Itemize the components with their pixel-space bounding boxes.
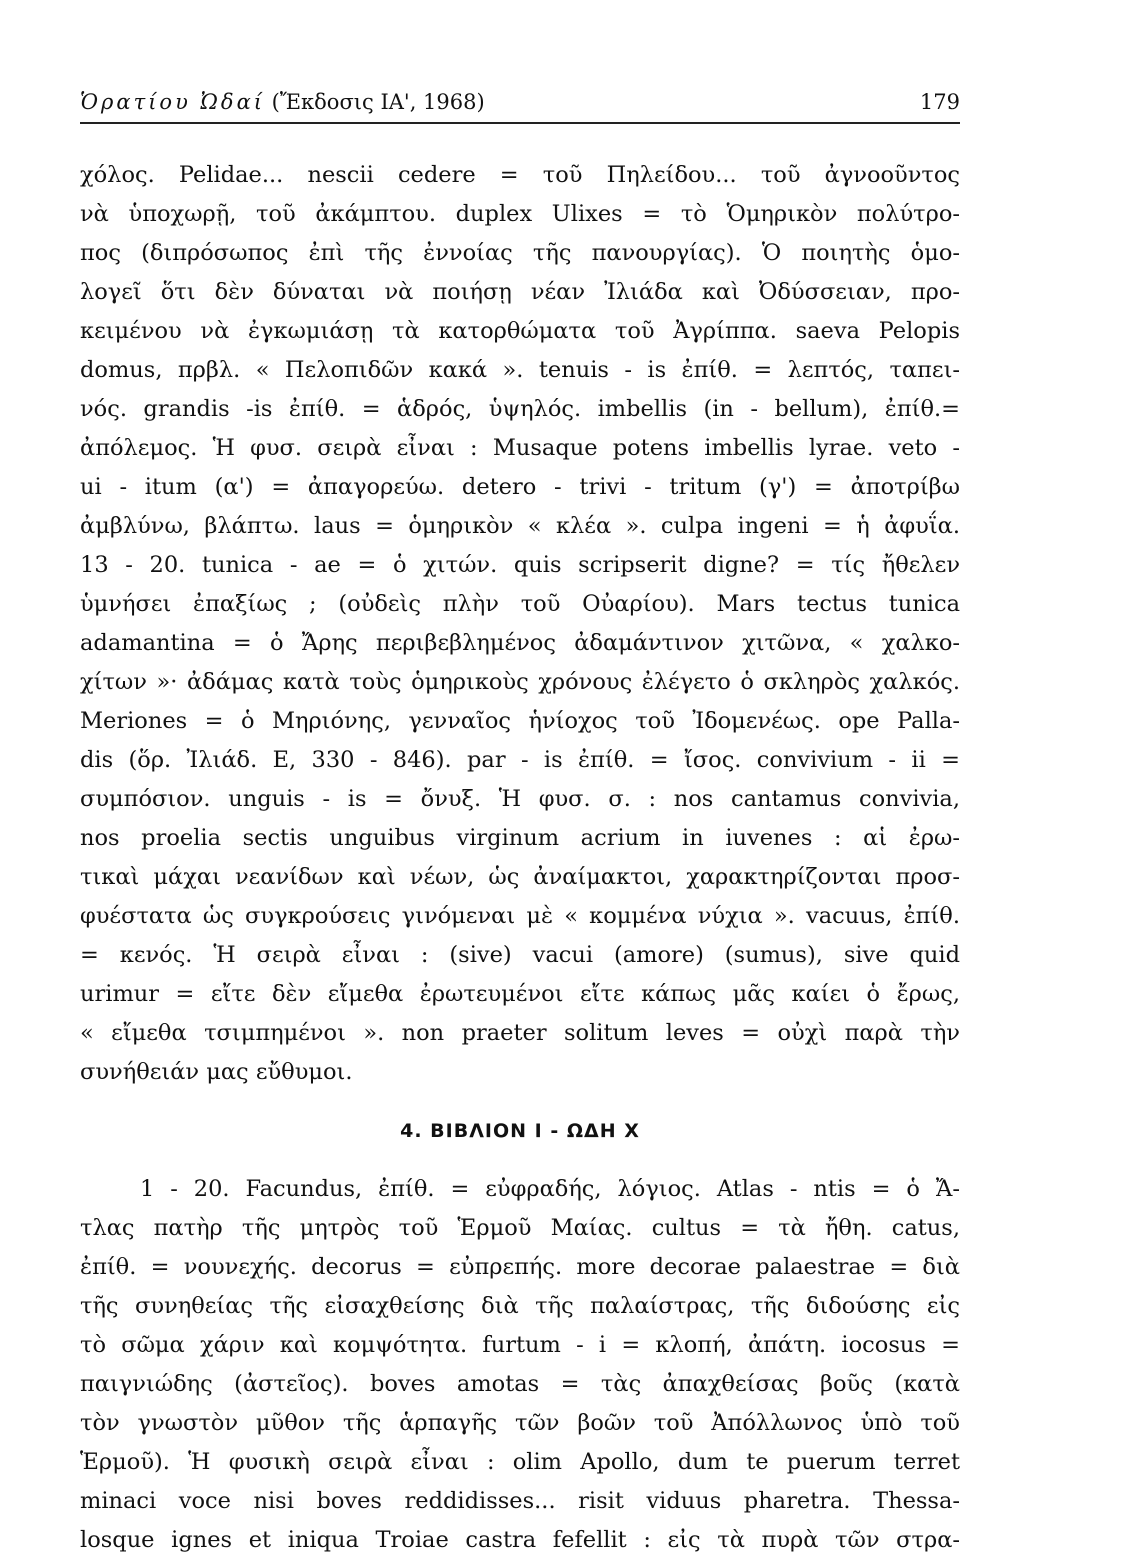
text-line: Meriones = ὁ Μηριόνης, γενναῖος ἡνίοχος τοῦ Ἰδομενέως. ope Palla- [80,708,960,734]
text-line: = κενός. Ἡ σειρὰ εἶναι : (sive) vacui (amore) (sumus), sive quid [80,942,960,968]
text-line: νός. grandis -is ἐπίθ. = ἁδρός, ὑψηλός. imbellis (in - bellum), ἐπίθ.= [80,396,960,422]
text-line: λογεῖ ὅτι δὲν δύναται νὰ ποιήσῃ νέαν Ἰλιάδα καὶ Ὀδύσσειαν, προ- [80,279,960,305]
commentary-section-1 [80,156,960,1092]
text-line: συνήθειάν μας εὔθυμοι. [80,1059,353,1085]
page-number: 179 [919,90,960,114]
text-line: χόλος. Pelidae... nescii cedere = τοῦ Πηλείδου... τοῦ ἀγνοοῦντος [80,162,960,188]
edition-info: (Ἔκδοσις ΙΑ', 1968) [271,90,485,114]
text-line: τλας πατὴρ τῆς μητρὸς τοῦ Ἑρμοῦ Μαίας. cultus = τὰ ἤθη. catus, [80,1215,960,1241]
text-line: nos proelia sectis unguibus virginum acrium in iuvenes : αἱ ἐρω- [80,825,960,851]
body-text [80,156,960,1560]
text-line: ἀμβλύνω, βλάπτω. laus = ὁμηρικὸν « κλέα ». culpa ingeni = ἡ ἀφυΐα. [80,513,960,539]
text-line: 13 - 20. tunica - ae = ὁ χιτών. quis scripserit digne? = τίς ἤθελεν [80,552,960,578]
text-line: ἐπίθ. = νουνεχής. decorus = εὐπρεπής. more decorae palaestrae = διὰ [80,1254,960,1280]
commentary-section-2 [80,1170,960,1560]
text-line: adamantina = ὁ Ἄρης περιβεβλημένος ἀδαμάντινον χιτῶνα, « χαλκο- [80,630,960,656]
text-line: τὸ σῶμα χάριν καὶ κομψότητα. furtum - i = κλοπή, ἀπάτη. iocosus = [80,1332,960,1358]
text-line: νὰ ὑποχωρῇ, τοῦ ἀκάμπτου. duplex Ulixes = τὸ Ὁμηρικὸν πολύτρο- [80,201,960,227]
text-line: urimur = εἴτε δὲν εἴμεθα ἐρωτευμένοι εἴτε κάπως μᾶς καίει ὁ ἔρως, [80,981,960,1007]
text-line: « εἴμεθα τσιμπημένοι ». non praeter solitum leves = οὐχὶ παρὰ τὴν [80,1020,960,1046]
text-line: συμπόσιον. unguis - is = ὄνυξ. Ἡ φυσ. σ. : nos cantamus convivia, [80,786,960,812]
text-line: dis (ὅρ. Ἰλιάδ. Ε, 330 - 846). par - is ἐπίθ. = ἴσος. convivium - ii = [80,747,960,773]
text-line: minaci voce nisi boves reddidisses... risit viduus pharetra. Thessa- [80,1488,960,1514]
text-line: ui - itum (α') = ἀπαγορεύω. detero - trivi - tritum (γ') = ἀποτρίβω [80,474,960,500]
text-line: κειμένου νὰ ἐγκωμιάσῃ τὰ κατορθώματα τοῦ Ἀγρίππα. saeva Pelopis [80,318,960,344]
text-line: losque ignes et iniqua Troiae castra fefellit : εἰς τὰ πυρὰ τῶν στρα- [80,1527,960,1553]
text-line: τὸν γνωστὸν μῦθον τῆς ἁρπαγῆς τῶν βοῶν τοῦ Ἀπόλλωνος ὑπὸ τοῦ [80,1410,960,1436]
text-line: χίτων »· ἀδάμας κατὰ τοὺς ὁμηρικοὺς χρόνους ἐλέγετο ὁ σκληρὸς χαλκός. [80,669,960,695]
header-title-group [80,90,485,114]
section-heading: 4. ΒΙΒΛΙΟΝ Ι - ΩΔΗ Χ [400,1120,640,1142]
text-line: τῆς συνηθείας τῆς εἰσαχθείσης διὰ τῆς παλαίστρας, τῆς διδούσης εἰς [80,1293,960,1319]
running-header [80,88,960,124]
text-line: 1 - 20. Facundus, ἐπίθ. = εὐφραδής, λόγιος. Atlas - ntis = ὁ Ἄ- [140,1176,960,1202]
text-line: παιγνιώδης (ἀστεῖος). boves amotas = τὰς ἀπαχθείσας βοῦς (κατὰ [80,1371,960,1397]
text-line: ἀπόλεμος. Ἡ φυσ. σειρὰ εἶναι : Musaque potens imbellis lyrae. veto - [80,435,960,461]
book-title: Ὁρατίου Ὠδαί [80,90,265,114]
text-line: πος (διπρόσωπος ἐπὶ τῆς ἐννοίας τῆς πανουργίας). Ὁ ποιητὴς ὁμο- [80,240,960,266]
text-line: domus, πρβλ. « Πελοπιδῶν κακά ». tenuis - is ἐπίθ. = λεπτός, ταπει- [80,357,960,383]
text-line: Ἑρμοῦ). Ἡ φυσικὴ σειρὰ εἶναι : olim Apollo, dum te puerum terret [80,1449,960,1475]
text-line: ὑμνήσει ἐπαξίως ; (οὐδεὶς πλὴν τοῦ Οὐαρίου). Mars tectus tunica [80,591,960,617]
text-line: φυέστατα ὡς συγκρούσεις γινόμεναι μὲ « κομμένα νύχια ». vacuus, ἐπίθ. [80,903,960,929]
text-line: τικαὶ μάχαι νεανίδων καὶ νέων, ὡς ἀναίμακτοι, χαρακτηρίζονται προσ- [80,864,960,890]
